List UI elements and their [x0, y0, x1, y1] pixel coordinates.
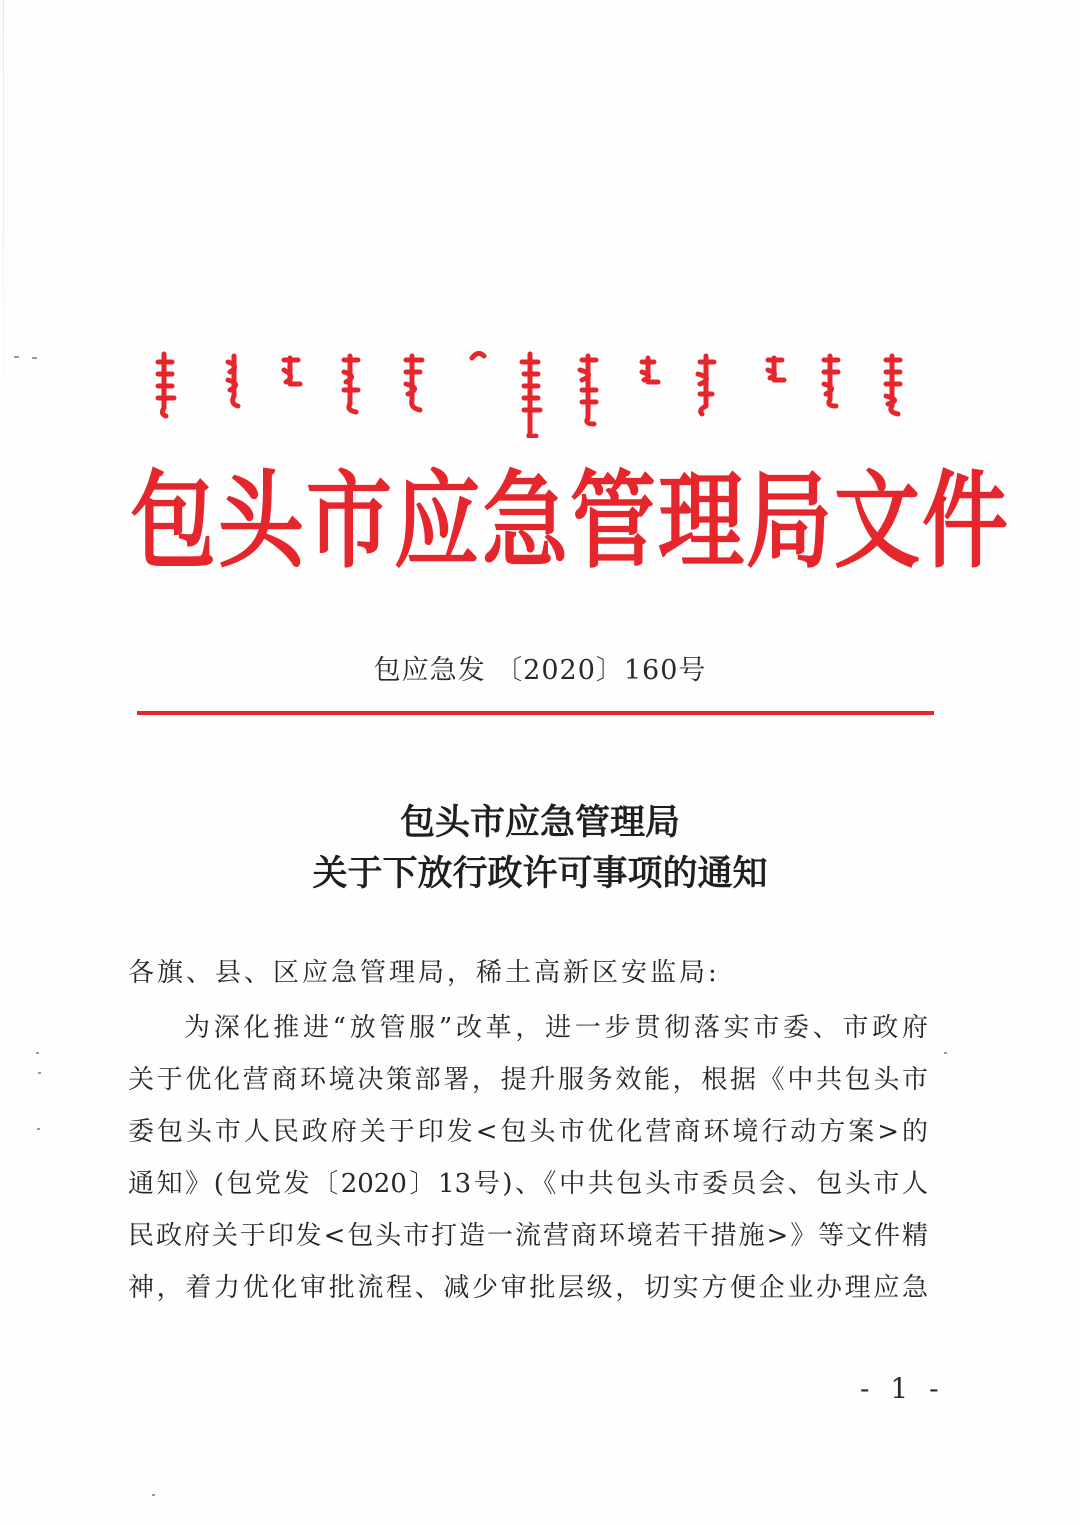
body-line: 民政府关于印发<包头市打造一流营商环境若干措施>》等文件精 [128, 1221, 928, 1251]
body-line: 为深化推进“放管服”改革，进一步贯彻落实市委、市政府 [184, 1013, 928, 1043]
body-line: 通知》(包党发〔2020〕13号)、《中共包头市委员会、包头市人 [128, 1169, 928, 1199]
header-divider [137, 711, 934, 715]
document-number: 包应急发 〔2020〕160号 [373, 655, 707, 686]
mongolian-script-heading [150, 348, 930, 438]
body-line: 关于优化营商环境决策部署，提升服务效能，根据《中共包头市 [128, 1065, 928, 1095]
document-title-line-2: 关于下放行政许可事项的通知 [312, 853, 768, 894]
issuer-header-title: 包头市应急管理局文件 [130, 461, 1010, 583]
body-text [128, 1006, 928, 1318]
body-line: 神，着力优化审批流程、减少审批层级，切实方便企业办理应急 [128, 1273, 928, 1303]
document-title [0, 797, 1080, 899]
document-title-line-1: 包头市应急管理局 [399, 802, 680, 843]
body-line: 委包头市人民政府关于印发<包头市优化营商环境行动方案>的 [128, 1117, 928, 1147]
scan-edge [3, 0, 4, 380]
page-number: - 1 - [860, 1372, 945, 1405]
salutation: 各旗、县、区应急管理局，稀土高新区安监局: [128, 958, 720, 988]
